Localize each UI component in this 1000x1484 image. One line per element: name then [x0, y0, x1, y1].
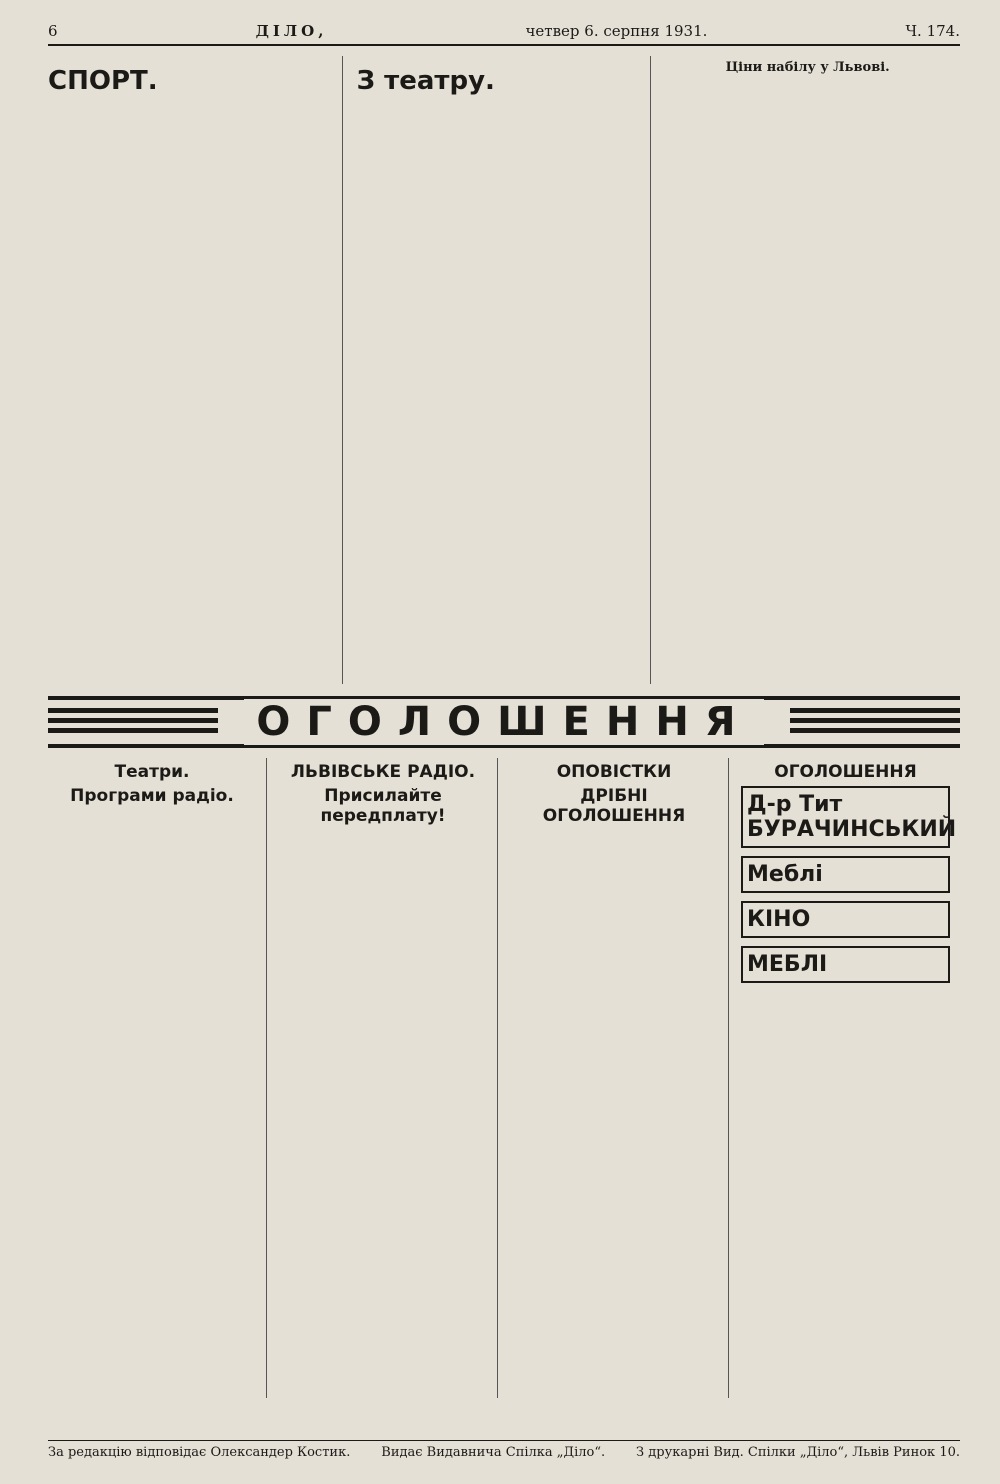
running-head [48, 22, 960, 46]
theatres-heading: Театри. [114, 762, 190, 782]
issue-number: Ч. 174. [905, 22, 960, 40]
furniture-ad-1 [741, 856, 950, 893]
prices-heading: Ціни набілу у Львові. [725, 60, 890, 75]
ads-banner [48, 696, 960, 748]
lviv-radio-heading: ЛЬВІВСЬКЕ РАДІО. [290, 762, 476, 782]
imprint-footer [48, 1440, 960, 1460]
news-column-1 [48, 56, 343, 684]
ads-column-3 [510, 758, 729, 1398]
subscribe-slogan: Присилайте передплату! [320, 786, 446, 826]
masthead: ДІЛО, [255, 22, 328, 40]
news-column-3 [665, 56, 960, 684]
news-column-2 [357, 56, 652, 684]
page-number: 6 [48, 22, 58, 40]
theatre-heading: З театру. [356, 66, 495, 96]
ads-heading: ОГОЛОШЕННЯ [774, 762, 917, 782]
news-columns [48, 56, 960, 684]
small-ads-heading: ДРІБНІ ОГОЛОШЕННЯ [542, 786, 686, 826]
furniture-ad-2-title: МЕБЛІ [747, 952, 828, 977]
banner-stripes-left [48, 708, 218, 736]
notices-heading: ОПОВІСТКИ [556, 762, 672, 782]
banner-stripes-right [790, 708, 960, 736]
cinema-ad-title: КІНО [747, 907, 811, 932]
publisher-line: Видає Видавнича Спілка „Діло“. [381, 1445, 606, 1460]
printer-line: З друкарні Вид. Спілки „Діло“, Львів Ринок 10. [636, 1445, 960, 1460]
editor-line: За редакцію відповідає Олександер Костик. [48, 1445, 351, 1460]
ads-column-2 [279, 758, 498, 1398]
doctor-ad-title: Д-р Тит БУРАЧИНСЬКИЙ [747, 792, 957, 842]
sport-heading: СПОРТ. [48, 66, 158, 96]
doctor-ad [741, 786, 957, 848]
ads-columns [48, 758, 960, 1398]
cinema-ad [741, 901, 950, 938]
furniture-ad-2 [741, 946, 950, 983]
ads-column-4 [741, 758, 960, 1398]
issue-date: четвер 6. серпня 1931. [525, 22, 708, 40]
radio-heading: Програми радіо. [70, 786, 234, 806]
furniture-ad-1-title: Меблі [747, 862, 823, 887]
ads-banner-title: ОГОЛОШЕННЯ [244, 699, 763, 745]
ads-column-1 [48, 758, 267, 1398]
